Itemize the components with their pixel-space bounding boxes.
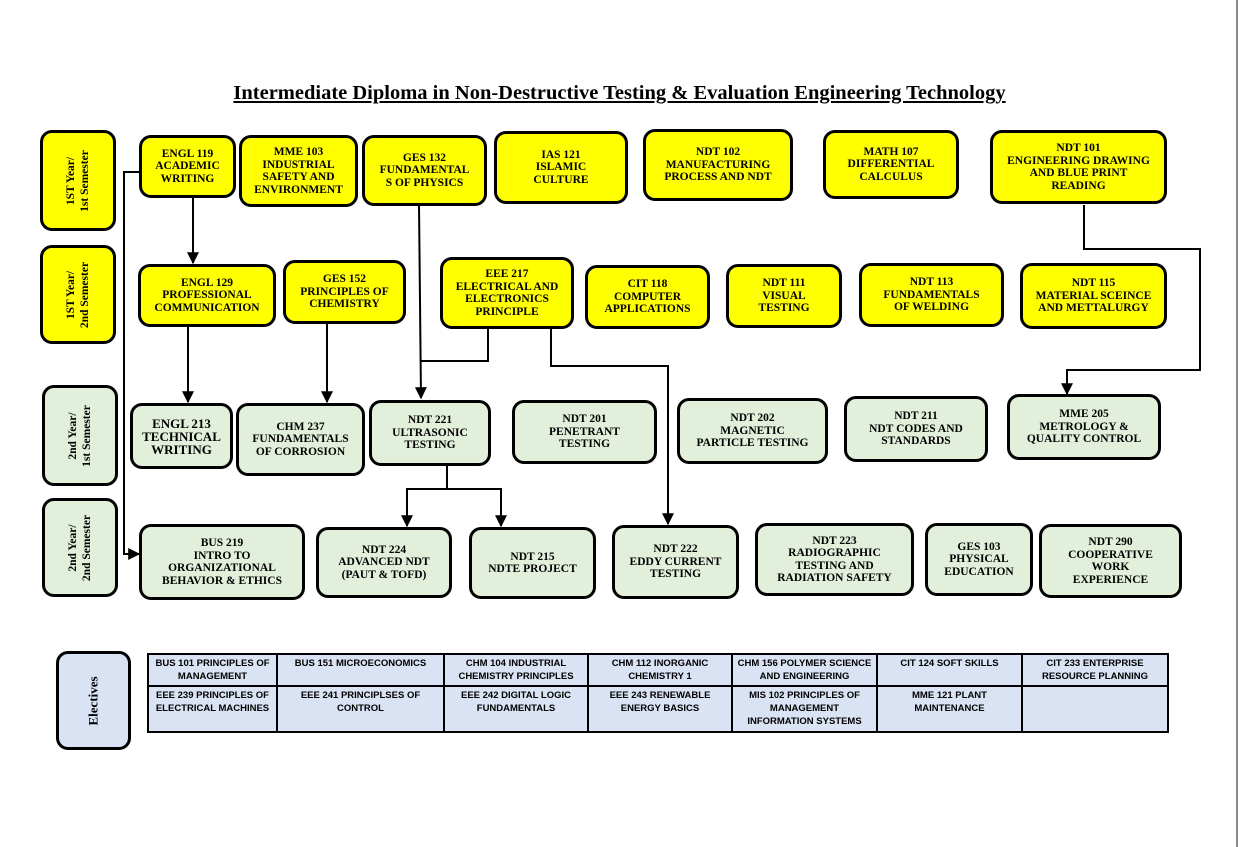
electives-row xyxy=(148,686,1168,732)
course-ndt215: NDT 215 NDTE PROJECT xyxy=(469,527,596,599)
course-eee217: EEE 217 ELECTRICAL AND ELECTRONICS PRINCIPLE xyxy=(440,257,574,329)
elective-cell: EEE 239 PRINCIPLES OF ELECTRICAL MACHINES xyxy=(148,686,277,732)
elective-cell: CHM 112 INORGANIC CHEMISTRY 1 xyxy=(588,654,732,686)
course-ndt290: NDT 290 COOPERATIVE WORK EXPERIENCE xyxy=(1039,524,1182,598)
course-ndt115: NDT 115 MATERIAL SCEINCE AND METTALURGY xyxy=(1020,263,1167,329)
connector-eee217-ndt221 xyxy=(421,328,488,361)
elective-cell: CIT 233 ENTERPRISE RESOURCE PLANNING xyxy=(1022,654,1168,686)
course-ndt202: NDT 202 MAGNETIC PARTICLE TESTING xyxy=(677,398,828,464)
electives-row xyxy=(148,654,1168,686)
course-math107: MATH 107 DIFFERENTIAL CALCULUS xyxy=(823,130,959,199)
course-engl129: ENGL 129 PROFESSIONAL COMMUNICATION xyxy=(138,264,276,327)
course-ndt111: NDT 111 VISUAL TESTING xyxy=(726,264,842,328)
course-ges103: GES 103 PHYSICAL EDUCATION xyxy=(925,523,1033,596)
course-mme205: MME 205 METROLOGY & QUALITY CONTROL xyxy=(1007,394,1161,460)
semester-label-y1s2: 1ST Year/ 2nd Semester xyxy=(40,245,116,344)
course-ndt221: NDT 221 ULTRASONIC TESTING xyxy=(369,400,491,466)
course-engl119: ENGL 119 ACADEMIC WRITING xyxy=(139,135,236,198)
electives-label: Electives xyxy=(56,651,131,750)
elective-cell: BUS 101 PRINCIPLES OF MANAGEMENT xyxy=(148,654,277,686)
page-title: Intermediate Diploma in Non-Destructive Testing & Evaluation Engineering Technology xyxy=(233,82,1006,104)
elective-cell xyxy=(1022,686,1168,732)
elective-cell: CIT 124 SOFT SKILLS xyxy=(877,654,1022,686)
course-engl213: ENGL 213 TECHNICAL WRITING xyxy=(130,403,233,469)
course-ndt102: NDT 102 MANUFACTURING PROCESS AND NDT xyxy=(643,129,793,201)
course-ndt224: NDT 224 ADVANCED NDT (PAUT & TOFD) xyxy=(316,527,452,598)
elective-cell: EEE 242 DIGITAL LOGIC FUNDAMENTALS xyxy=(444,686,588,732)
connector-ndt221-ndt224 xyxy=(407,464,447,526)
semester-label-y2s1: 2nd Year/ 1st Semester xyxy=(42,385,118,486)
course-chm237: CHM 237 FUNDAMENTALS OF CORROSION xyxy=(236,403,365,476)
elective-cell: MME 121 PLANT MAINTENANCE xyxy=(877,686,1022,732)
course-bus219: BUS 219 INTRO TO ORGANIZATIONAL BEHAVIOR & ETHICS xyxy=(139,524,305,600)
connector-ndt221-ndt215 xyxy=(447,489,501,526)
course-ndt201: NDT 201 PENETRANT TESTING xyxy=(512,400,657,464)
semester-label-y2s2: 2nd Year/ 2nd Semester xyxy=(42,498,118,597)
elective-cell: CHM 156 POLYMER SCIENCE AND ENGINEERING xyxy=(732,654,877,686)
elective-cell: CHM 104 INDUSTRIAL CHEMISTRY PRINCIPLES xyxy=(444,654,588,686)
electives-table xyxy=(147,653,1169,733)
elective-cell: BUS 151 MICROECONOMICS xyxy=(277,654,444,686)
course-ndt222: NDT 222 EDDY CURRENT TESTING xyxy=(612,525,739,599)
semester-label-y1s1: 1ST Year/ 1st Semester xyxy=(40,130,116,231)
course-ges152: GES 152 PRINCIPLES OF CHEMISTRY xyxy=(283,260,406,324)
course-ges132: GES 132 FUNDAMENTAL S OF PHYSICS xyxy=(362,135,487,206)
elective-cell: EEE 243 RENEWABLE ENERGY BASICS xyxy=(588,686,732,732)
course-ndt223: NDT 223 RADIOGRAPHIC TESTING AND RADIATION SAFETY xyxy=(755,523,914,596)
connector-engl119-bus219 xyxy=(124,172,139,554)
connector-ges132-ndt221 xyxy=(419,205,421,398)
course-ndt113: NDT 113 FUNDAMENTALS OF WELDING xyxy=(859,263,1004,327)
course-cit118: CIT 118 COMPUTER APPLICATIONS xyxy=(585,265,710,329)
course-mme103: MME 103 INDUSTRIAL SAFETY AND ENVIRONMENT xyxy=(239,135,358,207)
course-ndt101: NDT 101 ENGINEERING DRAWING AND BLUE PRINT READING xyxy=(990,130,1167,204)
course-ias121: IAS 121 ISLAMIC CULTURE xyxy=(494,131,628,204)
elective-cell: EEE 241 PRINCIPLSES OF CONTROL xyxy=(277,686,444,732)
course-ndt211: NDT 211 NDT CODES AND STANDARDS xyxy=(844,396,988,462)
elective-cell: MIS 102 PRINCIPLES OF MANAGEMENT INFORMATION SYSTEMS xyxy=(732,686,877,732)
